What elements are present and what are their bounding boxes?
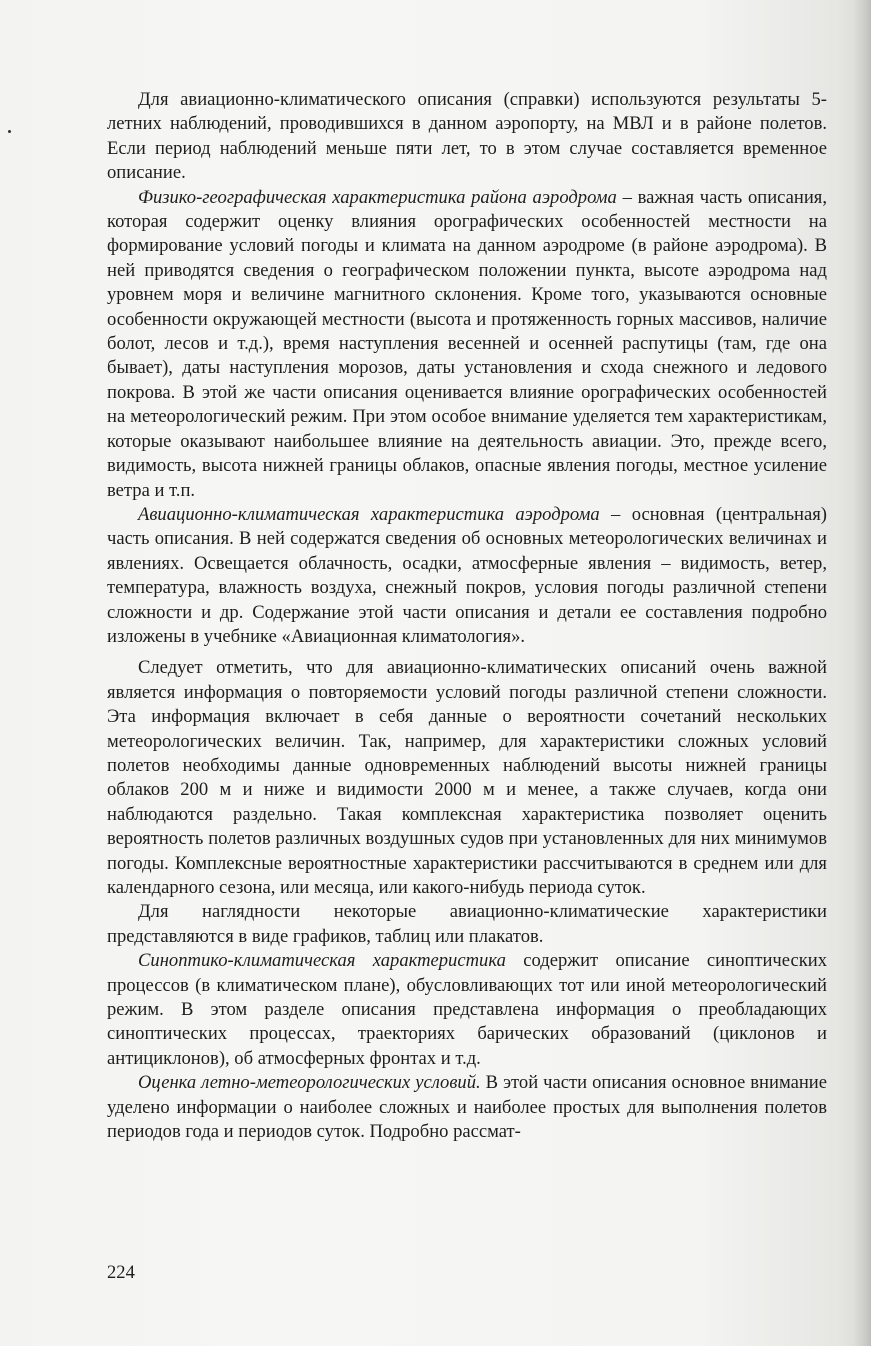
paragraph-1 — [107, 88, 827, 186]
paragraph-3-text: – основная (центральная) часть описания. В ней содержатся сведения об основных метеорологических величинах и явлениях. Освещается облачность, осадки, атмосферные явления – видимость, ветер, температура, влажность воздуха, снежный покров, условия погоды различной степени сложности и др. Содержание этой части описания и детали ее составления подробно изложены в учебнике «Авиационная климатология». — [107, 503, 827, 647]
paragraph-5-text: Для наглядности некоторые авиационно-климатические характеристики представляются в виде графиков, таблиц или плакатов. — [107, 901, 827, 947]
paragraph-3 — [107, 503, 827, 649]
paragraph-2-text: – важная часть описания, которая содержит оценку влияния орографических особенностей местности на формирование условий погоды и климата на данном аэродроме (в районе аэродрома). В ней приводятся сведения о географическом положении пункта, высоте аэродрома над уровнем моря и величине магнитного склонения. Кроме того, указываются основные особенности окружающей местности (высота и протяженность горных массивов, наличие болот, лесов и т.д.), время наступления весенней и осенней распутицы (там, где она бывает), даты наступления морозов, даты установления и схода снежного и ледового покрова. В этой же части описания оценивается влияние орографических особенностей на метеорологический режим. При этом особое внимание уделяется тем характеристикам, которые оказывают наибольшее влияние на деятельность авиации. Это, прежде всего, видимость, высота нижней границы облаков, опасные явления погоды, местное усиление ветра и т.п. — [107, 186, 828, 501]
paragraph-4 — [107, 656, 827, 900]
paragraph-5 — [107, 900, 827, 949]
paragraph-7-text: В этой части описания основное внимание уделено информации о наиболее сложных и наиболее простых для выполнения полетов периодов года и периодов суток. Подробно рассмат- — [107, 1072, 827, 1143]
paragraph-7-heading: Оценка летно-метеорологических условий. — [138, 1072, 481, 1094]
paragraph-6-text: содержит описание синоптических процессов (в климатическом плане), обусловливающих тот или иной метеорологический режим. В этом разделе описания представлена информация о преобладающих синоптических процессах, траекториях барических образований (циклонов и антициклонов), об атмосферных фронтах и т.д. — [107, 950, 828, 1069]
paragraph-2 — [107, 186, 827, 503]
paragraph-4-text: Следует отметить, что для авиационно-климатических описаний очень важной является информация о повторяемости условий погоды различной степени сложности. Эта информация включает в себя данные о вероятности сочетаний нескольких метеорологических величин. Так, например, для характеристики сложных условий полетов необходимы данные одновременных наблюдений высоты нижней границы облаков 200 м и ниже и видимости 2000 м и менее, а также случаев, когда они наблюдаются раздельно. Такая комплексная характеристика позволяет оценить вероятность полетов различных воздушных судов при установленных для них минимумов погоды. Комплексные вероятностные характеристики рассчитываются в среднем или для календарного сезона, или месяца, или какого-нибудь периода суток. — [107, 657, 827, 898]
body-text — [107, 88, 827, 1144]
paragraph-6-heading: Синоптико-климатическая характеристика — [138, 950, 506, 972]
scan-speck — [8, 130, 11, 133]
paragraph-2-heading: Физико-географическая характеристика района аэродрома — [138, 186, 617, 208]
page-edge-shadow — [853, 0, 871, 1346]
paragraph-1-text: Для авиационно-климатического описания (справки) используются результаты 5-летних наблюдений, проводившихся в данном аэропорту, на МВЛ и в районе полетов. Если период наблюдений меньше пяти лет, то в этом случае составляется временное описание. — [107, 89, 827, 184]
page-number: 224 — [107, 1262, 135, 1283]
paragraph-7 — [107, 1071, 827, 1144]
paragraph-6 — [107, 949, 827, 1071]
paragraph-3-heading: Авиационно-климатическая характеристика аэродрома — [138, 503, 600, 525]
